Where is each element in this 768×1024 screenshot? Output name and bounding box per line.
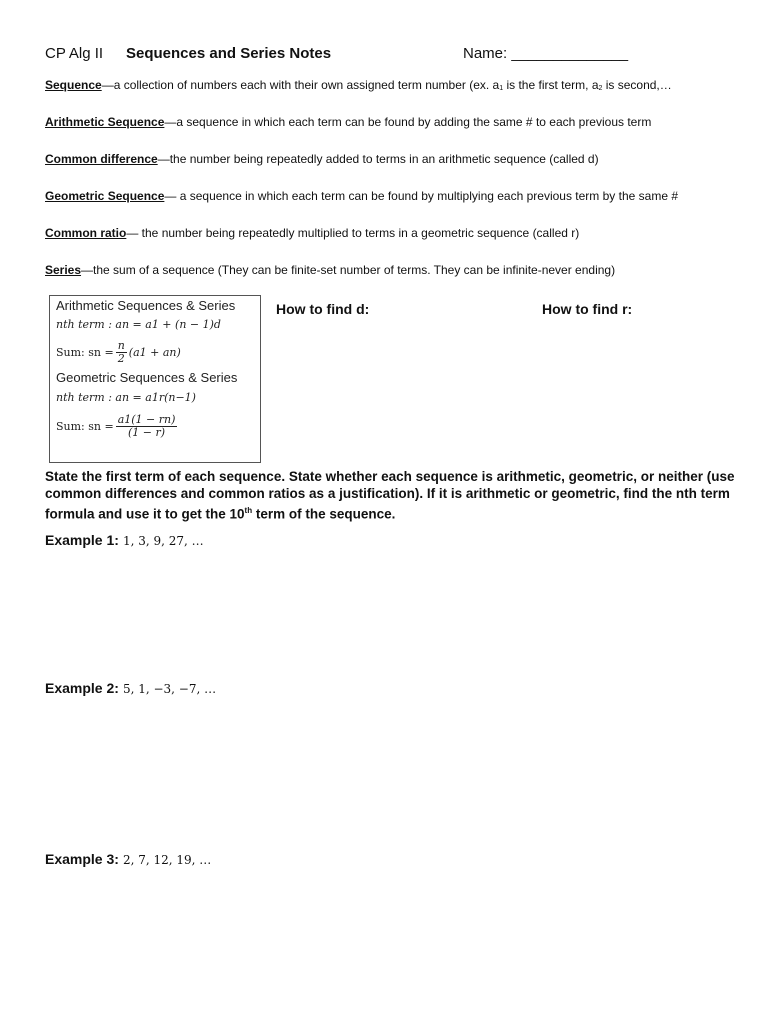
definition-common-difference <box>45 151 745 167</box>
how-to-find-r-heading: How to find r: <box>542 301 633 317</box>
arithmetic-nth-term-formula: nth term : an = a1 + (n − 1)d <box>56 318 221 331</box>
definition-text: —a sequence in which each term can be found by adding the same # to each previous term <box>164 115 652 129</box>
definition-text: —the sum of a sequence (They can be finite-set number of terms. They can be infinite-never ending) <box>81 263 616 277</box>
example-label: Example 1: <box>45 532 119 548</box>
example-sequence: 2, 7, 12, 19, … <box>122 853 212 867</box>
formula-box <box>49 295 261 463</box>
definition-text: —a collection of numbers each with their own assigned term number (ex. a <box>101 78 500 92</box>
definition-term: Sequence <box>45 78 102 92</box>
definition-text: is second,… <box>602 78 672 92</box>
definition-term: Common ratio <box>45 226 127 240</box>
definition-sequence <box>45 77 745 97</box>
definition-term: Geometric Sequence <box>45 189 165 203</box>
sum-label: Sum: sn = <box>56 420 114 433</box>
subscript: 1 <box>499 85 504 92</box>
instructions-text: State the first term of each sequence. State whether each sequence is arithmetic, geometric, or neither (use common differences and common ratios as a justification). If it is arithmetic or geometric, find the nth term formula and use it to get the 10 <box>45 469 735 522</box>
fraction-denominator: 2 <box>117 352 125 365</box>
definition-text: — the number being repeatedly multiplied to terms in a geometric sequence (called r) <box>126 226 580 240</box>
page-header <box>45 45 745 67</box>
fraction-denominator: (1 − r) <box>128 426 166 439</box>
example-label: Example 3: <box>45 851 119 867</box>
definition-term: Series <box>45 263 82 277</box>
example-3 <box>45 851 211 867</box>
example-label: Example 2: <box>45 680 119 696</box>
geometric-nth-term-formula: nth term : an = a1r(n−1) <box>56 391 196 404</box>
example-sequence: 1, 3, 9, 27, … <box>122 534 204 548</box>
superscript: th <box>244 506 253 515</box>
geometric-formulas-heading: Geometric Sequences & Series <box>56 370 238 385</box>
name-field-label: Name: ______________ <box>463 45 629 62</box>
definition-text: is the first term, a <box>503 78 599 92</box>
instructions-text: term of the sequence. <box>252 506 396 522</box>
geometric-sum-formula <box>56 414 179 439</box>
subscript: 2 <box>598 85 603 92</box>
definition-series <box>45 262 745 278</box>
definition-text: — a sequence in which each term can be found by multiplying each previous term by the same # <box>164 189 678 203</box>
course-name: CP Alg II <box>45 45 104 62</box>
page-title: Sequences and Series Notes <box>126 45 332 62</box>
example-sequence: 5, 1, −3, −7, … <box>122 682 217 696</box>
fraction-numerator: n <box>117 339 125 352</box>
fraction <box>116 414 178 439</box>
example-1 <box>45 532 204 548</box>
definition-term: Arithmetic Sequence <box>45 115 165 129</box>
fraction-numerator: a1(1 − rn) <box>117 413 176 426</box>
definition-common-ratio <box>45 225 745 241</box>
example-2 <box>45 680 216 696</box>
definition-geometric-sequence <box>45 188 745 204</box>
instructions <box>45 468 735 523</box>
definition-text: —the number being repeatedly added to terms in an arithmetic sequence (called d) <box>157 152 599 166</box>
arithmetic-formulas-heading: Arithmetic Sequences & Series <box>56 298 236 313</box>
definition-term: Common difference <box>45 152 158 166</box>
sum-tail: (a1 + an) <box>128 346 181 359</box>
how-to-find-d-heading: How to find d: <box>276 301 370 317</box>
sum-label: Sum: sn = <box>56 346 114 359</box>
definition-arithmetic-sequence <box>45 114 745 130</box>
arithmetic-sum-formula <box>56 340 181 365</box>
fraction <box>116 340 127 365</box>
